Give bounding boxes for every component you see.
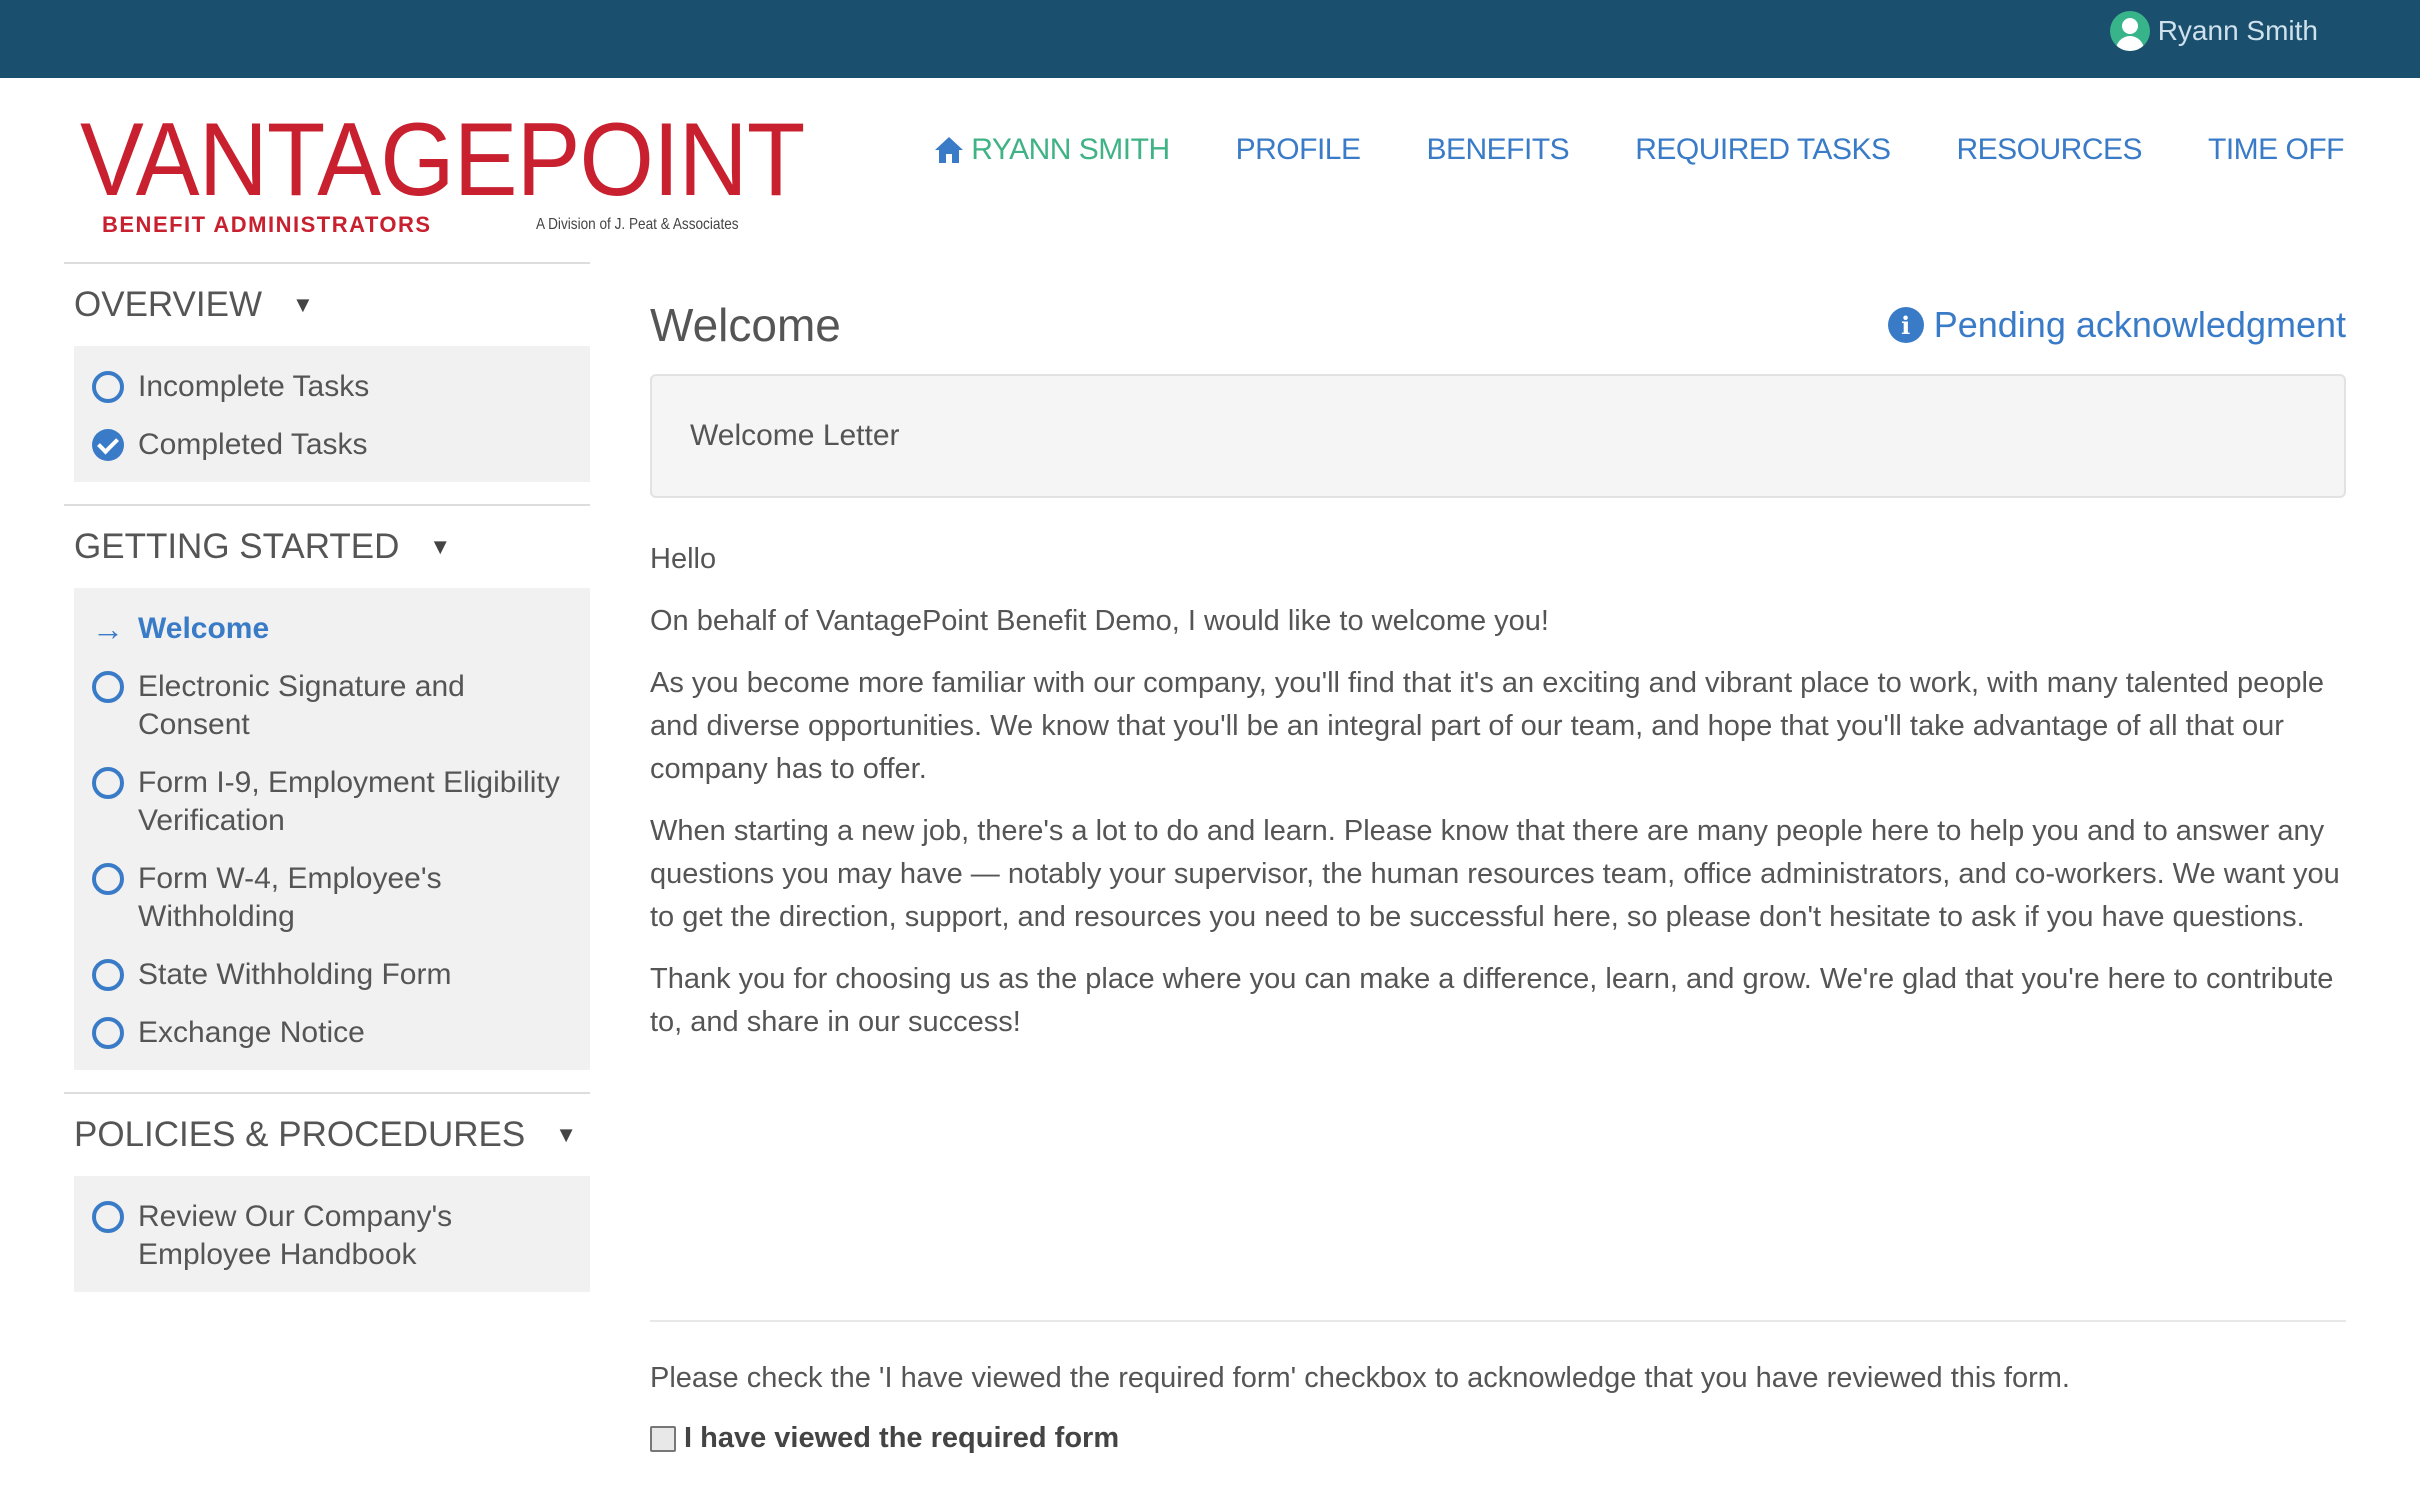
sidebar-item-label: Review Our Company's Employee Handbook: [138, 1200, 453, 1271]
user-name: Ryann Smith: [2157, 15, 2318, 46]
home-icon: [933, 134, 965, 166]
sidebar-section-getting-started[interactable]: [64, 506, 590, 588]
sidebar-item-electronic-signature[interactable]: [74, 658, 590, 754]
info-icon: i: [1888, 307, 1924, 343]
sidebar-section-title: POLICIES & PROCEDURES: [74, 1115, 526, 1154]
sidebar-item-incomplete-tasks[interactable]: [74, 358, 590, 416]
pending-acknowledgment-status[interactable]: [1888, 304, 2346, 346]
caret-down-icon: ▼: [429, 534, 452, 559]
nav-profile[interactable]: PROFILE: [1235, 133, 1361, 166]
sidebar-item-label: Form I-9, Employment Eligibility Verification: [138, 766, 560, 837]
main-nav: [867, 128, 2344, 172]
logo-subtitle: BENEFIT ADMINISTRATORS: [102, 212, 432, 237]
nav-time-off[interactable]: TIME OFF: [2208, 133, 2344, 166]
nav-benefits[interactable]: BENEFITS: [1426, 133, 1570, 166]
nav-required-tasks[interactable]: REQUIRED TASKS: [1635, 133, 1891, 166]
circle-icon: [92, 1201, 124, 1233]
user-menu[interactable]: [2110, 14, 2318, 48]
circle-icon: [92, 1017, 124, 1049]
caret-down-icon: ▼: [292, 292, 314, 317]
top-bar: [0, 0, 2420, 78]
circle-icon: [92, 671, 124, 703]
sidebar-getting-started-list: [74, 588, 590, 1070]
arrow-right-icon: →: [92, 611, 124, 647]
caret-down-icon: ▼: [555, 1122, 578, 1147]
sidebar-item-exchange-notice[interactable]: [74, 1004, 590, 1062]
acknowledgment-checkbox-row[interactable]: [650, 1422, 1119, 1455]
sidebar-item-label: Completed Tasks: [138, 428, 368, 461]
sidebar-item-completed-tasks[interactable]: [74, 416, 590, 474]
circle-icon: [92, 371, 124, 403]
sidebar-item-form-w4[interactable]: [74, 850, 590, 946]
sidebar-policies-list: [74, 1176, 590, 1292]
letter-body: [650, 538, 2346, 1063]
nav-home[interactable]: [933, 133, 1169, 167]
sidebar-item-label: State Withholding Form: [138, 958, 452, 991]
page-title: Welcome: [650, 299, 841, 351]
sidebar-item-label: Electronic Signature and Consent: [138, 670, 465, 741]
sidebar-item-label: Welcome: [138, 612, 270, 645]
sidebar-item-welcome[interactable]: [74, 600, 590, 658]
circle-icon: [92, 863, 124, 895]
nav-home-label: RYANN SMITH: [971, 133, 1170, 166]
letter-title: Welcome Letter: [690, 419, 900, 452]
logo-division: A Division of J. Peat & Associates: [536, 216, 739, 233]
pending-label: Pending acknowledgment: [1933, 304, 2346, 345]
sidebar-section-policies[interactable]: [64, 1094, 590, 1176]
sidebar-section-title: GETTING STARTED: [74, 527, 400, 566]
sidebar-section-overview[interactable]: [64, 264, 590, 346]
acknowledgment-instruction: Please check the 'I have viewed the required form' checkbox to acknowledge that you have reviewed this form.: [650, 1362, 2070, 1394]
acknowledgment-checkbox-label: I have viewed the required form: [684, 1422, 1120, 1454]
content-divider: [650, 1320, 2346, 1322]
circle-icon: [92, 767, 124, 799]
vantagepoint-logo[interactable]: [80, 102, 805, 238]
nav-resources[interactable]: RESOURCES: [1956, 133, 2143, 166]
letter-paragraph: When starting a new job, there's a lot to do and learn. Please know that there are many people here to help you and to answer any questions you may have — notably your supervisor, the human resources team, office administrators, and co-workers. We want you to get the direction, support, and resources you need to be successful here, so please don't hesitate to ask if you have questions.: [650, 815, 2340, 933]
logo-wordmark: VANTAGEPOINT: [80, 102, 805, 218]
sidebar-item-label: Exchange Notice: [138, 1016, 365, 1049]
letter-paragraph: As you become more familiar with our company, you'll find that it's an exciting and vibrant place to work, with many talented people and diverse opportunities. We know that you'll be an integral part of our team, and hope that you'll take advantage of all that our company has to offer.: [650, 667, 2325, 785]
sidebar-item-form-i9[interactable]: [74, 754, 590, 850]
sidebar: [64, 262, 590, 1292]
sidebar-item-label: Incomplete Tasks: [138, 370, 370, 403]
circle-icon: [92, 959, 124, 991]
sidebar-section-title: OVERVIEW: [74, 285, 263, 324]
sidebar-item-employee-handbook[interactable]: [74, 1188, 590, 1284]
sidebar-item-label: Form W-4, Employee's Withholding: [138, 862, 442, 933]
user-avatar-icon: [2110, 11, 2150, 51]
sidebar-overview-list: [74, 346, 590, 482]
letter-paragraph: On behalf of VantagePoint Benefit Demo, I would like to welcome you!: [650, 605, 1549, 637]
sidebar-item-state-withholding[interactable]: [74, 946, 590, 1004]
letter-paragraph: Thank you for choosing us as the place where you can make a difference, learn, and grow. We're glad that you're here to contribute to, and share in our success!: [650, 963, 2334, 1038]
acknowledgment-checkbox[interactable]: [650, 1426, 676, 1452]
welcome-letter-header: [650, 374, 2346, 498]
check-circle-icon: [92, 429, 124, 461]
letter-paragraph: Hello: [650, 543, 717, 575]
